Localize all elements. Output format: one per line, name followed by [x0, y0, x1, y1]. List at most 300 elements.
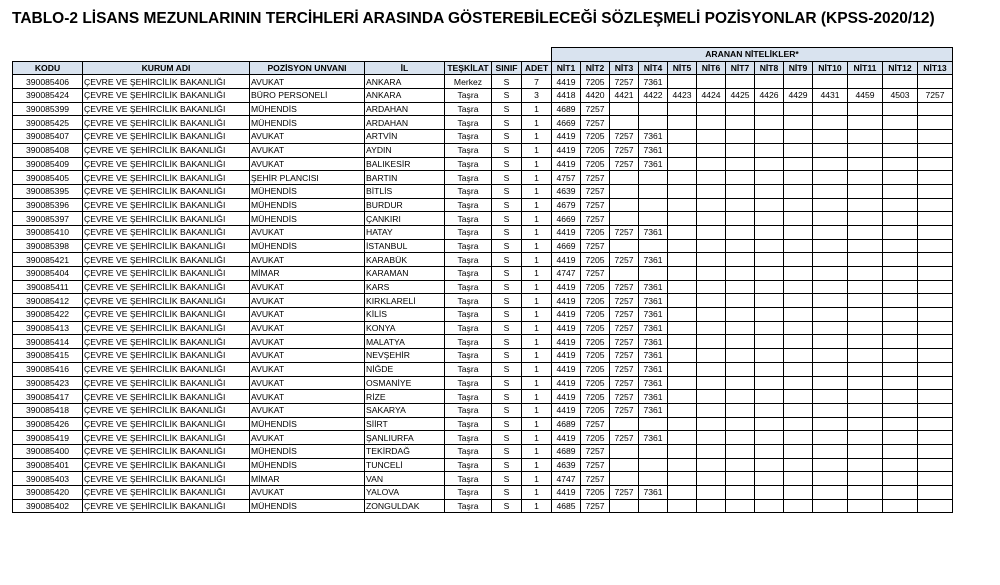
count-cell: 1 — [522, 225, 552, 239]
qualification-cell — [610, 417, 639, 431]
institution-cell: ÇEVRE VE ŞEHİRCİLİK BAKANLIĞI — [83, 143, 250, 157]
qualification-cell — [639, 102, 668, 116]
code-cell: 390085418 — [13, 403, 83, 417]
qualification-cell: 4685 — [552, 499, 581, 513]
qualification-cell — [726, 472, 755, 486]
qualification-cell — [755, 486, 784, 500]
qualification-cell — [813, 417, 848, 431]
qualification-cell: 7257 — [610, 225, 639, 239]
qualification-cell — [784, 267, 813, 281]
count-cell: 1 — [522, 294, 552, 308]
organization-cell: Taşra — [445, 458, 492, 472]
qualification-cell — [918, 349, 953, 363]
qualification-cell — [639, 444, 668, 458]
code-cell: 390085426 — [13, 417, 83, 431]
qualification-cell: 4503 — [883, 89, 918, 103]
code-cell: 390085397 — [13, 212, 83, 226]
class-cell: S — [492, 321, 522, 335]
qualification-cell — [697, 253, 726, 267]
qualification-cell — [813, 75, 848, 89]
qualification-cell — [639, 212, 668, 226]
qualification-cell: 7257 — [581, 267, 610, 281]
count-cell: 1 — [522, 486, 552, 500]
column-header: NİT4 — [639, 61, 668, 75]
position-title-cell: AVUKAT — [250, 431, 365, 445]
group-header: ARANAN NİTELİKLER* — [552, 48, 953, 62]
qualification-cell — [918, 403, 953, 417]
qualification-cell — [697, 472, 726, 486]
qualification-cell — [883, 143, 918, 157]
province-cell: TEKİRDAĞ — [365, 444, 445, 458]
qualification-cell: 7361 — [639, 157, 668, 171]
class-cell: S — [492, 143, 522, 157]
qualification-cell — [784, 143, 813, 157]
column-header: TEŞKİLAT — [445, 61, 492, 75]
qualification-cell — [755, 499, 784, 513]
qualification-cell: 7257 — [610, 143, 639, 157]
class-cell: S — [492, 335, 522, 349]
count-cell: 1 — [522, 376, 552, 390]
qualification-cell: 4419 — [552, 376, 581, 390]
qualification-cell — [813, 253, 848, 267]
province-cell: MALATYA — [365, 335, 445, 349]
qualification-cell — [697, 308, 726, 322]
table-row — [13, 198, 953, 212]
qualification-cell — [697, 212, 726, 226]
organization-cell: Taşra — [445, 335, 492, 349]
qualification-cell: 7205 — [581, 362, 610, 376]
qualification-cell — [755, 335, 784, 349]
qualification-cell — [639, 239, 668, 253]
qualification-cell — [784, 225, 813, 239]
qualification-cell: 7257 — [610, 376, 639, 390]
qualification-cell — [784, 308, 813, 322]
qualification-cell — [784, 212, 813, 226]
qualification-cell — [813, 143, 848, 157]
qualification-cell — [668, 499, 697, 513]
qualification-cell: 4639 — [552, 458, 581, 472]
position-title-cell: MÜHENDİS — [250, 239, 365, 253]
organization-cell: Taşra — [445, 431, 492, 445]
organization-cell: Taşra — [445, 362, 492, 376]
qualification-cell — [755, 171, 784, 185]
column-header: NİT12 — [883, 61, 918, 75]
qualification-cell — [610, 499, 639, 513]
count-cell: 1 — [522, 143, 552, 157]
province-cell: KARABÜK — [365, 253, 445, 267]
qualification-cell — [726, 253, 755, 267]
institution-cell: ÇEVRE VE ŞEHİRCİLİK BAKANLIĞI — [83, 102, 250, 116]
code-cell: 390085420 — [13, 486, 83, 500]
qualification-cell: 4419 — [552, 294, 581, 308]
code-cell: 390085419 — [13, 431, 83, 445]
qualification-cell — [883, 376, 918, 390]
qualification-cell — [755, 184, 784, 198]
qualification-cell: 7257 — [581, 212, 610, 226]
qualification-cell: 4419 — [552, 486, 581, 500]
code-cell: 390085413 — [13, 321, 83, 335]
qualification-cell: 7361 — [639, 143, 668, 157]
qualification-cell — [813, 280, 848, 294]
qualification-cell — [918, 280, 953, 294]
code-cell: 390085404 — [13, 267, 83, 281]
qualification-cell: 7205 — [581, 335, 610, 349]
qualification-cell: 4419 — [552, 362, 581, 376]
qualification-cell — [726, 143, 755, 157]
count-cell: 1 — [522, 280, 552, 294]
institution-cell: ÇEVRE VE ŞEHİRCİLİK BAKANLIĞI — [83, 362, 250, 376]
organization-cell: Taşra — [445, 294, 492, 308]
qualification-cell — [848, 362, 883, 376]
qualification-cell — [784, 431, 813, 445]
column-header: NİT8 — [755, 61, 784, 75]
qualification-cell — [784, 102, 813, 116]
qualification-cell — [813, 472, 848, 486]
qualification-cell — [918, 171, 953, 185]
qualification-cell — [697, 376, 726, 390]
count-cell: 1 — [522, 458, 552, 472]
qualification-cell — [848, 349, 883, 363]
institution-cell: ÇEVRE VE ŞEHİRCİLİK BAKANLIĞI — [83, 499, 250, 513]
institution-cell: ÇEVRE VE ŞEHİRCİLİK BAKANLIĞI — [83, 157, 250, 171]
qualification-cell: 7205 — [581, 75, 610, 89]
qualification-cell — [755, 376, 784, 390]
code-cell: 390085398 — [13, 239, 83, 253]
qualification-cell — [755, 212, 784, 226]
qualification-cell — [883, 184, 918, 198]
column-header: NİT6 — [697, 61, 726, 75]
qualification-cell — [726, 486, 755, 500]
organization-cell: Taşra — [445, 417, 492, 431]
qualification-cell: 7257 — [610, 253, 639, 267]
qualification-cell — [918, 486, 953, 500]
qualification-cell — [697, 171, 726, 185]
class-cell: S — [492, 102, 522, 116]
qualification-cell: 7205 — [581, 280, 610, 294]
qualification-cell — [610, 102, 639, 116]
organization-cell: Taşra — [445, 486, 492, 500]
qualification-cell: 4747 — [552, 267, 581, 281]
qualification-cell — [726, 198, 755, 212]
class-cell: S — [492, 116, 522, 130]
count-cell: 1 — [522, 362, 552, 376]
count-cell: 1 — [522, 349, 552, 363]
column-header: NİT13 — [918, 61, 953, 75]
qualification-cell — [639, 198, 668, 212]
province-cell: RİZE — [365, 390, 445, 404]
position-title-cell: AVUKAT — [250, 335, 365, 349]
qualification-cell: 4421 — [610, 89, 639, 103]
qualification-cell — [726, 157, 755, 171]
qualification-cell — [813, 171, 848, 185]
qualification-cell — [883, 472, 918, 486]
qualification-cell: 7361 — [639, 294, 668, 308]
qualification-cell — [668, 198, 697, 212]
qualification-cell: 7257 — [581, 116, 610, 130]
qualification-cell — [697, 321, 726, 335]
qualification-cell: 4420 — [581, 89, 610, 103]
qualification-cell — [883, 390, 918, 404]
institution-cell: ÇEVRE VE ŞEHİRCİLİK BAKANLIĞI — [83, 225, 250, 239]
qualification-cell — [697, 294, 726, 308]
qualification-cell — [918, 253, 953, 267]
qualification-cell: 7257 — [581, 184, 610, 198]
class-cell: S — [492, 362, 522, 376]
count-cell: 1 — [522, 130, 552, 144]
table-row — [13, 75, 953, 89]
qualification-cell — [848, 308, 883, 322]
qualification-cell: 7205 — [581, 486, 610, 500]
province-cell: İSTANBUL — [365, 239, 445, 253]
count-cell: 1 — [522, 184, 552, 198]
position-title-cell: AVUKAT — [250, 280, 365, 294]
institution-cell: ÇEVRE VE ŞEHİRCİLİK BAKANLIĞI — [83, 472, 250, 486]
qualification-cell — [813, 294, 848, 308]
position-title-cell: AVUKAT — [250, 157, 365, 171]
institution-cell: ÇEVRE VE ŞEHİRCİLİK BAKANLIĞI — [83, 417, 250, 431]
qualification-cell — [755, 253, 784, 267]
qualification-cell: 7257 — [610, 280, 639, 294]
code-cell: 390085421 — [13, 253, 83, 267]
qualification-cell — [726, 349, 755, 363]
qualification-cell: 7361 — [639, 431, 668, 445]
code-cell: 390085403 — [13, 472, 83, 486]
qualification-cell: 4419 — [552, 225, 581, 239]
qualification-cell — [883, 253, 918, 267]
qualification-cell — [813, 212, 848, 226]
qualification-cell — [726, 458, 755, 472]
position-title-cell: AVUKAT — [250, 294, 365, 308]
province-cell: ANKARA — [365, 75, 445, 89]
institution-cell: ÇEVRE VE ŞEHİRCİLİK BAKANLIĞI — [83, 184, 250, 198]
qualification-cell: 7361 — [639, 349, 668, 363]
qualification-cell — [668, 335, 697, 349]
qualification-cell: 7257 — [581, 499, 610, 513]
code-cell: 390085417 — [13, 390, 83, 404]
institution-cell: ÇEVRE VE ŞEHİRCİLİK BAKANLIĞI — [83, 280, 250, 294]
qualification-cell — [668, 444, 697, 458]
position-title-cell: AVUKAT — [250, 390, 365, 404]
qualification-cell — [668, 253, 697, 267]
qualification-cell — [668, 458, 697, 472]
organization-cell: Merkez — [445, 75, 492, 89]
organization-cell: Taşra — [445, 130, 492, 144]
class-cell: S — [492, 89, 522, 103]
qualification-cell: 7257 — [610, 294, 639, 308]
table-row — [13, 444, 953, 458]
qualification-cell — [639, 417, 668, 431]
qualification-cell: 7257 — [610, 308, 639, 322]
column-header: NİT7 — [726, 61, 755, 75]
table-row — [13, 253, 953, 267]
province-cell: ANKARA — [365, 89, 445, 103]
qualification-cell — [848, 102, 883, 116]
qualification-cell: 4669 — [552, 239, 581, 253]
count-cell: 1 — [522, 171, 552, 185]
qualification-cell — [668, 239, 697, 253]
province-cell: NEVŞEHİR — [365, 349, 445, 363]
table-row — [13, 472, 953, 486]
province-cell: ŞANLIURFA — [365, 431, 445, 445]
qualification-cell — [726, 239, 755, 253]
organization-cell: Taşra — [445, 253, 492, 267]
qualification-cell — [755, 280, 784, 294]
qualification-cell: 4419 — [552, 321, 581, 335]
institution-cell: ÇEVRE VE ŞEHİRCİLİK BAKANLIĞI — [83, 198, 250, 212]
organization-cell: Taşra — [445, 225, 492, 239]
position-title-cell: AVUKAT — [250, 486, 365, 500]
qualification-cell — [697, 143, 726, 157]
position-title-cell: MİMAR — [250, 267, 365, 281]
qualification-cell: 4419 — [552, 431, 581, 445]
qualification-cell: 4426 — [755, 89, 784, 103]
qualification-cell — [668, 184, 697, 198]
qualification-cell — [848, 280, 883, 294]
table-row — [13, 376, 953, 390]
qualification-cell — [813, 444, 848, 458]
table-row — [13, 239, 953, 253]
qualification-cell — [668, 143, 697, 157]
qualification-cell — [813, 431, 848, 445]
qualification-cell — [697, 225, 726, 239]
qualification-cell: 4419 — [552, 349, 581, 363]
province-cell: KARS — [365, 280, 445, 294]
count-cell: 3 — [522, 89, 552, 103]
institution-cell: ÇEVRE VE ŞEHİRCİLİK BAKANLIĞI — [83, 390, 250, 404]
qualification-cell: 7361 — [639, 335, 668, 349]
qualification-cell: 7257 — [581, 472, 610, 486]
qualification-cell — [848, 390, 883, 404]
position-title-cell: AVUKAT — [250, 376, 365, 390]
class-cell: S — [492, 157, 522, 171]
qualification-cell — [848, 116, 883, 130]
qualification-cell — [755, 225, 784, 239]
count-cell: 1 — [522, 403, 552, 417]
qualification-cell — [918, 102, 953, 116]
institution-cell: ÇEVRE VE ŞEHİRCİLİK BAKANLIĞI — [83, 267, 250, 281]
qualification-cell — [697, 499, 726, 513]
qualification-cell — [668, 75, 697, 89]
qualification-cell — [697, 239, 726, 253]
qualification-cell: 4418 — [552, 89, 581, 103]
table-row — [13, 280, 953, 294]
qualification-cell — [848, 171, 883, 185]
qualification-cell — [918, 472, 953, 486]
table-row — [13, 390, 953, 404]
qualification-cell — [755, 116, 784, 130]
qualification-cell — [883, 75, 918, 89]
qualification-cell — [668, 130, 697, 144]
qualification-cell — [726, 184, 755, 198]
qualification-cell — [848, 335, 883, 349]
position-title-cell: MÜHENDİS — [250, 444, 365, 458]
qualification-cell — [726, 308, 755, 322]
qualification-cell — [918, 458, 953, 472]
qualification-cell — [883, 321, 918, 335]
qualification-cell: 7257 — [610, 321, 639, 335]
qualification-cell — [784, 458, 813, 472]
class-cell: S — [492, 130, 522, 144]
qualification-cell — [755, 472, 784, 486]
column-header: POZİSYON UNVANI — [250, 61, 365, 75]
qualification-cell: 7361 — [639, 403, 668, 417]
institution-cell: ÇEVRE VE ŞEHİRCİLİK BAKANLIĞI — [83, 444, 250, 458]
institution-cell: ÇEVRE VE ŞEHİRCİLİK BAKANLIĞI — [83, 458, 250, 472]
organization-cell: Taşra — [445, 143, 492, 157]
qualification-cell — [668, 431, 697, 445]
qualification-cell — [918, 212, 953, 226]
qualification-cell — [726, 376, 755, 390]
qualification-cell: 7257 — [610, 75, 639, 89]
institution-cell: ÇEVRE VE ŞEHİRCİLİK BAKANLIĞI — [83, 294, 250, 308]
qualification-cell — [610, 198, 639, 212]
qualification-cell — [848, 253, 883, 267]
province-cell: ARDAHAN — [365, 116, 445, 130]
qualification-cell — [784, 486, 813, 500]
qualification-cell — [668, 212, 697, 226]
qualification-cell: 4431 — [813, 89, 848, 103]
qualification-cell — [848, 403, 883, 417]
qualification-cell — [918, 157, 953, 171]
qualification-cell — [610, 171, 639, 185]
position-title-cell: MÜHENDİS — [250, 499, 365, 513]
qualification-cell: 7361 — [639, 253, 668, 267]
count-cell: 1 — [522, 444, 552, 458]
position-title-cell: MÜHENDİS — [250, 417, 365, 431]
qualification-cell: 4419 — [552, 280, 581, 294]
province-cell: BURDUR — [365, 198, 445, 212]
organization-cell: Taşra — [445, 184, 492, 198]
qualification-cell — [726, 499, 755, 513]
qualification-cell — [813, 390, 848, 404]
qualification-cell — [784, 184, 813, 198]
province-cell: BARTIN — [365, 171, 445, 185]
qualification-cell — [610, 444, 639, 458]
qualification-cell — [697, 267, 726, 281]
qualification-cell — [755, 444, 784, 458]
qualification-cell — [697, 362, 726, 376]
qualification-cell — [697, 102, 726, 116]
position-title-cell: AVUKAT — [250, 130, 365, 144]
qualification-cell — [639, 458, 668, 472]
qualification-cell — [726, 362, 755, 376]
qualification-cell — [697, 198, 726, 212]
qualification-cell — [848, 184, 883, 198]
qualification-cell: 7257 — [581, 171, 610, 185]
qualification-cell — [668, 294, 697, 308]
qualification-cell — [848, 444, 883, 458]
institution-cell: ÇEVRE VE ŞEHİRCİLİK BAKANLIĞI — [83, 308, 250, 322]
qualification-cell — [784, 499, 813, 513]
qualification-cell — [813, 335, 848, 349]
qualification-cell — [918, 417, 953, 431]
qualification-cell — [610, 184, 639, 198]
class-cell: S — [492, 239, 522, 253]
table-row — [13, 362, 953, 376]
qualification-cell — [848, 225, 883, 239]
qualification-cell: 4689 — [552, 417, 581, 431]
qualification-cell — [697, 75, 726, 89]
qualification-cell — [697, 335, 726, 349]
table-row — [13, 458, 953, 472]
qualification-cell — [697, 444, 726, 458]
position-title-cell: AVUKAT — [250, 362, 365, 376]
count-cell: 1 — [522, 212, 552, 226]
page-title: TABLO-2 LİSANS MEZUNLARININ TERCİHLERİ ARASINDA GÖSTEREBİLECEĞİ SÖZLEŞMELİ POZİSYONLAR (KPSS-2020/12) — [12, 10, 935, 27]
qualification-cell — [755, 130, 784, 144]
province-cell: BALIKESİR — [365, 157, 445, 171]
qualification-cell — [668, 267, 697, 281]
